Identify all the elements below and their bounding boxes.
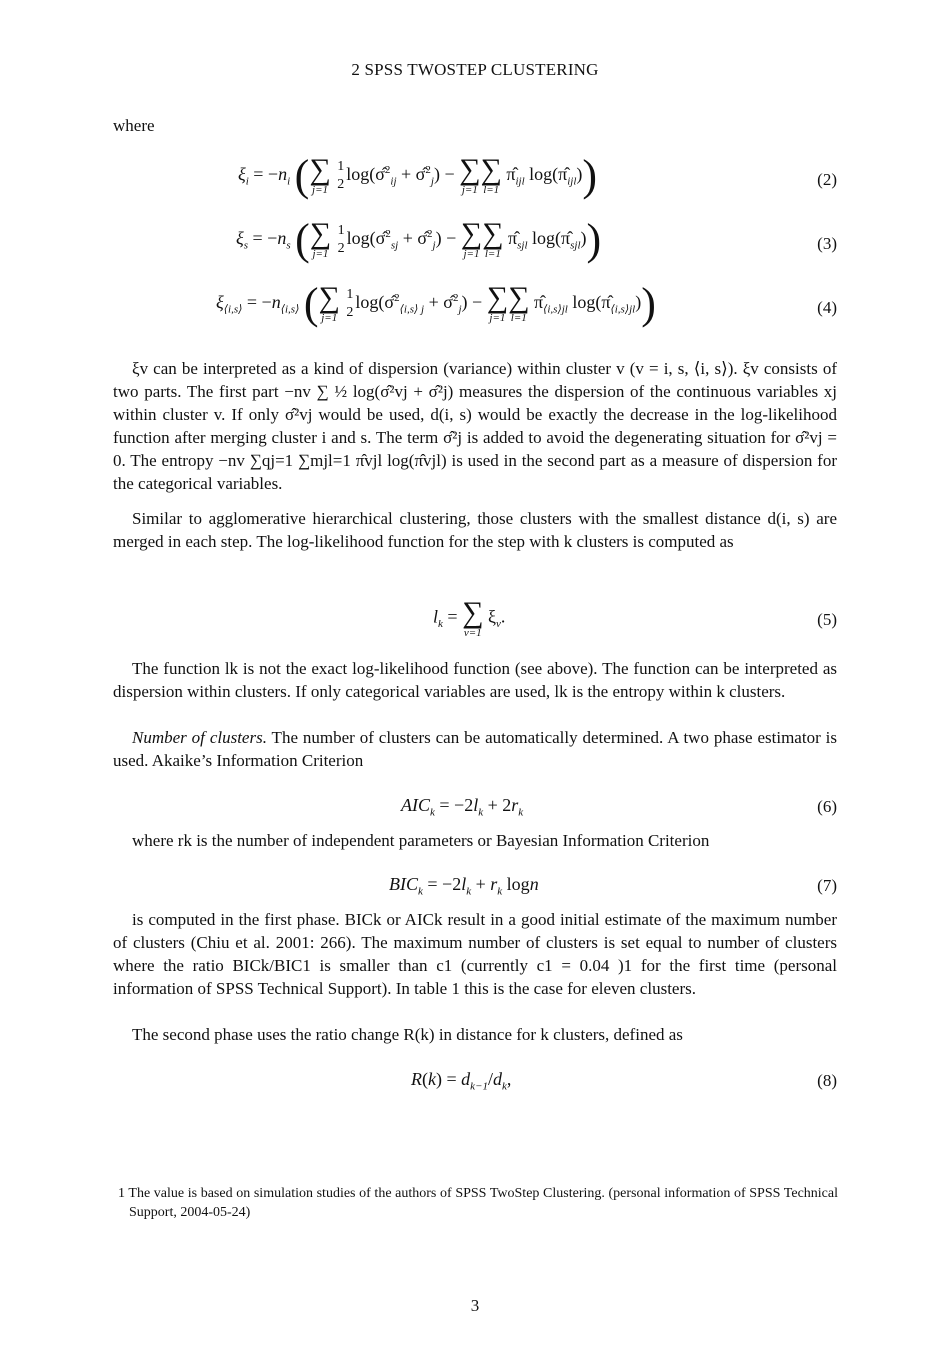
running-head: 2 SPSS TWOSTEP CLUSTERING [351, 60, 599, 79]
equation-3-number: (3) [817, 234, 837, 253]
equation-4-body: $\xi_{⟨i,s⟩} = -n_{⟨i,s⟩}$ ( ∑ j=1 1 2log(σ̂$^2_{⟨i,s⟩ j}$ + σ̂$^2_j$) − ∑ j=1 ∑ l=1 $\pî_{⟨i,s⟩jl}$ $\log(\pî_{⟨i,s⟩jl})$) [216, 279, 656, 328]
eq4-lhs-sub: ⟨i,s⟩ [223, 303, 243, 316]
equation-5-number: (5) [817, 610, 837, 629]
where-line: where [113, 116, 155, 135]
number-of-clusters-text: The number of clusters can be automatically determined. A two phase estimator is used. Akaike’s Information Criterion [113, 728, 837, 770]
equation-5-body: $l_k$ = ∑ v=1 $\xi_v$. [433, 596, 506, 639]
equation-7-number: (7) [817, 876, 837, 895]
paragraph-function-lk: The function lk is not the exact log-likelihood function (see above). The function can be interpreted as dispersion within clusters. If only categorical variables are used, lk is the entropy within k clusters. [113, 659, 837, 701]
eq3-pi-sub: sjl [517, 239, 528, 252]
paragraph-agglomerative: Similar to agglomerative hierarchical clustering, those clusters with the smallest distance d(i, s) are merged in each step. The log-likelihood function for the step with k clusters is computed as [113, 509, 837, 551]
equation-8 [113, 1069, 837, 1099]
equation-2 [113, 150, 837, 210]
equation-5 [113, 598, 837, 658]
equation-6-body: $AIC_k = -2l_k + 2r_k$ [401, 795, 524, 819]
eq4-n-sub: ⟨i,s⟩ [280, 303, 300, 316]
equation-6-number: (6) [817, 797, 837, 816]
equation-8-number: (8) [817, 1071, 837, 1090]
paragraph-first-phase: is computed in the first phase. BICk or AICk result in a good initial estimate of the maximum number of clusters (Chiu et al. 2001: 266). The maximum number of clusters is set equal to number of clusters where the ratio BICk/BIC1 is smaller than c1 (currently c1 = 0.04 )1 for the first time (personal information of SPSS Technical Support). In table 1 this is the case for eleven clusters. [113, 910, 837, 998]
eq3-lhs-sub: s [243, 239, 248, 252]
eq2-lhs-sub: i [245, 175, 249, 188]
eq3-sigma-sub: sj [390, 239, 399, 252]
equation-3-body: $\xi_s = -n_s$ ( ∑ j=1 1 2log(σ̂$^2_{sj}$ + σ̂$^2_j$) − ∑ j=1 ∑ l=1 $\pî_{sjl}$ $\log(\pî_{sjl})$) [236, 215, 602, 264]
page-number: 3 [470, 1296, 480, 1315]
equation-2-number: (2) [817, 170, 837, 189]
eq2-pi-sub: ijl [515, 175, 525, 188]
eq3-lhs: ξ [236, 228, 244, 248]
footnote [118, 1184, 838, 1222]
equation-3 [113, 214, 837, 274]
equation-8-body: $R(k) = d_{k-1}/d_k$, [411, 1069, 512, 1093]
eq3-n-sub: s [286, 239, 291, 252]
equation-6 [113, 795, 837, 825]
equation-7-body: $BIC_k = -2l_k + r_k$ logn [389, 874, 539, 898]
eq4-pi-sub: ⟨i,s⟩jl [543, 303, 568, 316]
eq2-sigma-sub: ij [390, 175, 397, 188]
equation-7 [113, 874, 837, 904]
paragraph-number-of-clusters [113, 726, 837, 772]
equation-4-number: (4) [817, 298, 837, 317]
paragraph-second-phase: The second phase uses the ratio change R(k) in distance for k clusters, defined as [132, 1025, 683, 1044]
equation-4 [113, 278, 837, 338]
equation-2-body: $\xi_i = -n_i$ ( ∑ j=1 1 2log(σ̂$^2_{ij}$ + σ̂$^2_j$) − ∑ j=1 ∑ l=1 $\pî_{ijl}$ $\log(\pî_{ijl})$) [238, 151, 598, 200]
number-of-clusters-lead: Number of clusters. [132, 728, 267, 747]
eq4-sigma-sub: ⟨i,s⟩ j [399, 303, 425, 316]
eq2-n-sub: i [287, 175, 291, 188]
eq2-lhs: ξ [238, 164, 246, 184]
footnote-marker: 1 [118, 1186, 125, 1201]
paragraph-independent-parameters: where rk is the number of independent parameters or Bayesian Information Criterion [132, 831, 710, 850]
footnote-text: The value is based on simulation studies of the authors of SPSS TwoStep Clustering. (personal information of SPSS Technical Support, 2004-05-24) [128, 1186, 839, 1220]
paragraph-dispersion: ξv can be interpreted as a kind of dispersion (variance) within cluster v (v = i, s, ⟨i, s⟩). ξv consists of two parts. The first part −nv ∑ ½ log(σ̂²vj + σ̂²j) measures the dispersion of the continuous variables xj within cluster v. If only σ̂²vj would be used, d(i, s) would be exactly the decrease in the log-likelihood function after merging cluster i and s. The term σ̂²j is added to avoid the degenerating situation for σ̂²vj = 0. The entropy −nv ∑qj=1 ∑mjl=1 π̂vjl log(π̂vjl) is used in the second part as a measure of dispersion for the categorical variables. [113, 359, 837, 493]
eq4-lhs: ξ [216, 292, 224, 312]
